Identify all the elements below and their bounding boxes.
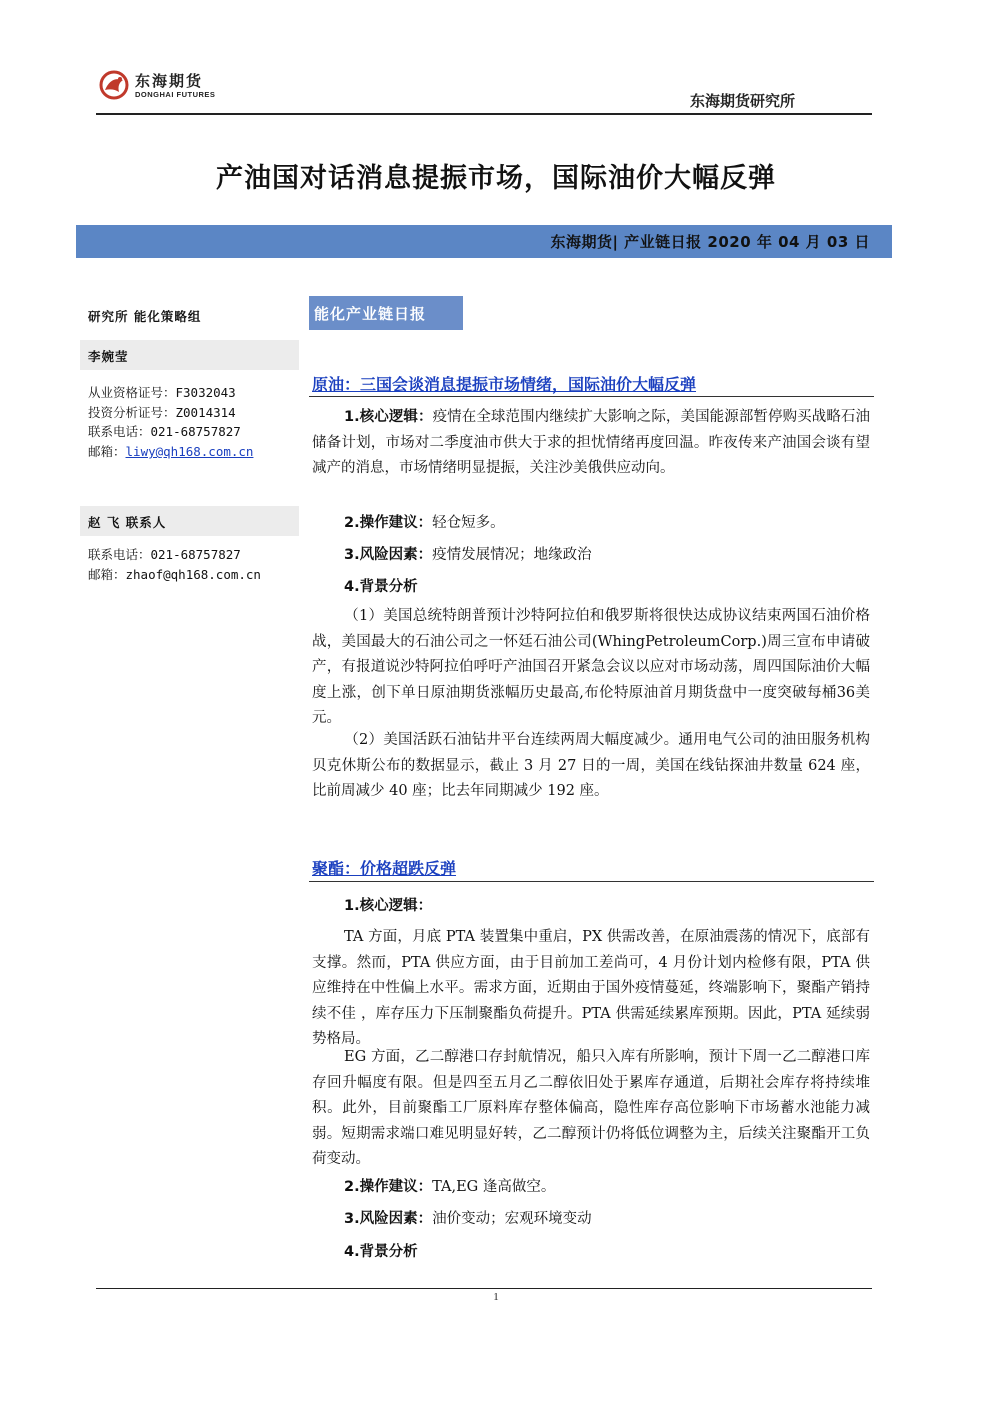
analyst1-name: 李婉莹 bbox=[88, 349, 129, 364]
polyester-heading-rule bbox=[309, 881, 874, 882]
analyst1-email-label: 邮箱： bbox=[88, 444, 126, 459]
report-title: 产油国对话消息提振市场，国际油价大幅反弹 bbox=[216, 163, 776, 194]
report-banner bbox=[76, 225, 892, 258]
crude-bg1-text: （1）美国总统特朗普预计沙特阿拉伯和俄罗斯将很快达成协议结束两国石油价格战，美国最大的石油公司之一怀廷石油公司(WhingPetroleumCorp.)周三宣布申请破产，有报道说沙特阿拉伯呼吁产油国召开紧急会议以应对市场动荡，周四国际油价大幅度上涨，创下单日原油期货涨幅历史最高,布伦特原油首月期货盘中一度突破每桶36美元。 bbox=[312, 608, 870, 726]
section-tag-text: 能化产业链日报 bbox=[314, 305, 427, 323]
polyester-background bbox=[344, 1240, 418, 1261]
institute-name: 东海期货研究所 bbox=[690, 92, 796, 110]
analyst1-email-row bbox=[88, 442, 253, 460]
crude-heading[interactable]: 原油：三国会谈消息提振市场情绪，国际油价大幅反弹 bbox=[312, 375, 697, 394]
polyester-heading[interactable]: 聚酯：价格超跌反弹 bbox=[312, 859, 457, 878]
sidebar-team: 研究所 能化策略组 bbox=[88, 309, 202, 324]
banner-text: 东海期货| 产业链日报 2020 年 04 月 03 日 bbox=[550, 233, 870, 251]
section-tag bbox=[309, 296, 463, 330]
logo-text-cn: 东海期货 bbox=[135, 72, 204, 90]
analyst1-name-row bbox=[80, 340, 299, 370]
analyst2-email: 邮箱：zhaof@qh168.com.cn bbox=[88, 567, 261, 582]
polyester-ta-para bbox=[312, 925, 870, 1053]
crude-bg-point-2 bbox=[312, 728, 870, 805]
polyester-core-logic bbox=[344, 894, 432, 915]
analyst2-name-row bbox=[80, 506, 299, 536]
crude-bg-label: 4.背景分析 bbox=[344, 579, 418, 595]
sidebar-team-row bbox=[80, 300, 299, 330]
analyst1-email-link[interactable]: liwy@qh168.com.cn bbox=[125, 444, 254, 459]
polyester-logic-label: 1.核心逻辑： bbox=[344, 898, 433, 914]
crude-risk bbox=[344, 543, 592, 564]
dragon-logo-icon bbox=[97, 68, 131, 102]
polyester-ta-text: TA 方面，月底 PTA 装置集中重启，PX 供需改善，在原油震荡的情况下，底部有支撑。然而，PTA 供应方面，由于目前加工差尚可，4 月份计划内检修有限，PTA 供应维持在中性偏上水平。需求方面，近期由于国外疫情蔓延，终端影响下，聚酯产销持续不佳 ，库存压力下压制聚酯负荷提升。PTA 供需延续累库预期。因此，PTA 延续弱势格局。 bbox=[312, 929, 870, 1047]
polyester-bg-label: 4.背景分析 bbox=[344, 1244, 418, 1260]
crude-bg2-text: （2）美国活跃石油钻井平台连续两周大幅度减少。通用电气公司的油田服务机构贝克休斯公布的数据显示，截止 3 月 27 日的一周，美国在线钻探油井数量 624 座，比前周减少 40 座；比去年同期减少 192 座。 bbox=[312, 732, 870, 799]
crude-risk-label: 3.风险因素： bbox=[344, 547, 433, 563]
analyst2-phone: 联系电话：021-68757827 bbox=[88, 547, 241, 562]
footer-divider bbox=[96, 1288, 872, 1289]
analyst1-invest-cert: 投资分析证号：Z0014314 bbox=[88, 405, 236, 420]
polyester-eg-para bbox=[312, 1045, 870, 1173]
header-divider bbox=[96, 113, 872, 115]
polyester-ops-text: TA,EG 逢高做空。 bbox=[432, 1179, 556, 1195]
crude-logic-label: 1.核心逻辑： bbox=[344, 409, 433, 425]
crude-ops-label: 2.操作建议： bbox=[344, 515, 433, 531]
crude-heading-rule bbox=[309, 396, 874, 397]
polyester-risk-text: 油价变动；宏观环境变动 bbox=[432, 1211, 592, 1227]
polyester-ops-label: 2.操作建议： bbox=[344, 1179, 433, 1195]
polyester-risk-label: 3.风险因素： bbox=[344, 1211, 433, 1227]
polyester-ops bbox=[344, 1175, 555, 1196]
analyst1-phone: 联系电话：021-68757827 bbox=[88, 424, 241, 439]
analyst2-name: 赵 飞 联系人 bbox=[88, 515, 167, 530]
crude-logic-text: 疫情在全球范围内继续扩大影响之际，美国能源部暂停购买战略石油储备计划，市场对二季度油市供大于求的担忧情绪再度回温。昨夜传来产油国会谈有望减产的消息，市场情绪明显提振，关注沙美俄供应动向。 bbox=[312, 409, 870, 476]
company-logo bbox=[97, 68, 227, 106]
analyst1-qualification: 从业资格证号：F3032043 bbox=[88, 385, 236, 400]
page-number: 1 bbox=[493, 1291, 499, 1303]
crude-ops-text: 轻仓短多。 bbox=[432, 515, 505, 531]
polyester-eg-text: EG 方面，乙二醇港口存封航情况，船只入库有所影响，预计下周一乙二醇港口库存回升幅度有限。但是四至五月乙二醇依旧处于累库存通道，后期社会库存将持续堆积。此外，目前聚酯工厂原料库存整体偏高，隐性库存高位影响下市场蓄水池能力减弱。短期需求端口难见明显好转，乙二醇预计仍将低位调整为主，后续关注聚酯开工负荷变动。 bbox=[312, 1049, 870, 1167]
crude-ops bbox=[344, 511, 505, 532]
crude-risk-text: 疫情发展情况；地缘政治 bbox=[432, 547, 592, 563]
crude-bg-point-1 bbox=[312, 604, 870, 732]
crude-core-logic bbox=[312, 405, 870, 482]
logo-text-en: DONGHAI FUTURES bbox=[135, 90, 216, 99]
crude-background bbox=[344, 575, 418, 596]
polyester-risk bbox=[344, 1207, 592, 1228]
